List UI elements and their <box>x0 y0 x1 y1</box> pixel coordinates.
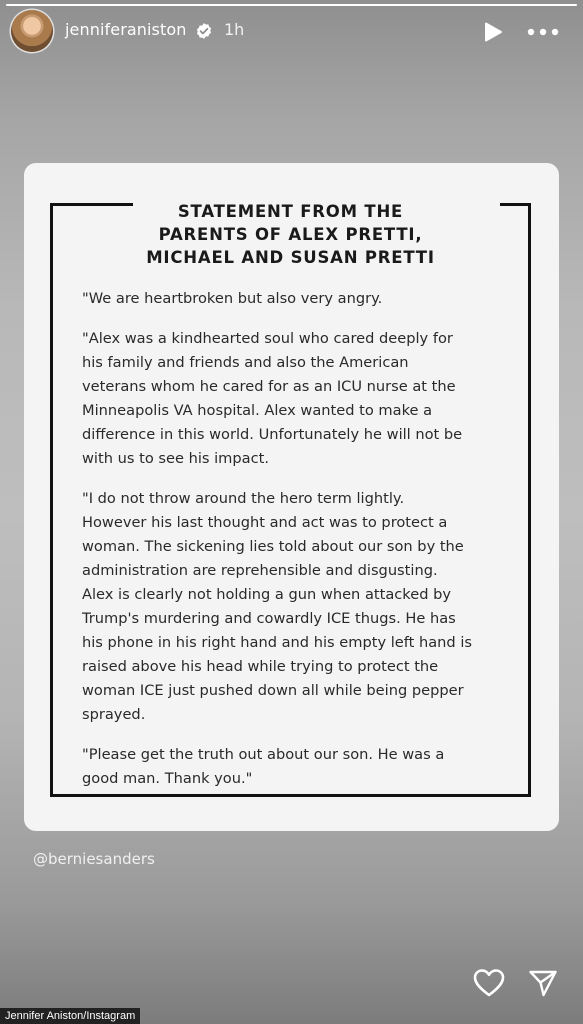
text-line: "Alex was a kindhearted soul who cared deeply for <box>82 330 453 347</box>
text-line: administration are reprehensible and disgusting. <box>82 562 438 579</box>
avatar[interactable] <box>11 10 53 52</box>
text-line: Trump's murdering and cowardly ICE thugs. He has <box>82 610 456 627</box>
heart-icon[interactable] <box>472 966 506 1000</box>
mention-link[interactable]: @berniesanders <box>33 850 155 868</box>
text-line: "We are heartbroken but also very angry. <box>82 290 383 307</box>
text-line: woman. The sickening lies told about our son by the <box>82 538 464 555</box>
text-line: sprayed. <box>82 706 146 723</box>
text-line: his family and friends and also the American <box>82 354 409 371</box>
text-line: with us to see his impact. <box>82 450 269 467</box>
text-line: Minneapolis VA hospital. Alex wanted to make a <box>82 402 433 419</box>
story-header <box>0 10 583 54</box>
text-line: "I do not throw around the hero term lightly. <box>82 490 405 507</box>
text-line: Alex is clearly not holding a gun when attacked by <box>82 586 452 603</box>
story-progress-bar <box>6 4 577 6</box>
text-line: his phone in his right hand and his empty left hand is <box>82 634 472 651</box>
statement-body <box>82 287 512 807</box>
text-line: "Please get the truth out about our son. He was a <box>82 746 445 763</box>
heading-line: MICHAEL AND SUSAN PRETTI <box>146 248 435 267</box>
statement-paragraph <box>82 287 512 311</box>
send-icon[interactable] <box>528 968 558 998</box>
statement-paragraph <box>82 487 512 727</box>
statement-paragraph <box>82 743 512 791</box>
more-icon[interactable] <box>526 21 560 43</box>
username[interactable]: jenniferaniston <box>65 20 187 39</box>
text-line: woman ICE just pushed down all while being pepper <box>82 682 464 699</box>
text-line: raised above his head while trying to protect the <box>82 658 439 675</box>
post-time: 1h <box>224 20 245 39</box>
story-progress-fill <box>6 4 577 6</box>
text-line: veterans whom he cared for as an ICU nurse at the <box>82 378 456 395</box>
text-line: However his last thought and act was to protect a <box>82 514 448 531</box>
verified-badge-icon <box>195 22 213 40</box>
text-line: difference in this world. Unfortunately he will not be <box>82 426 463 443</box>
heading-line: PARENTS OF ALEX PRETTI, <box>158 225 423 244</box>
statement-paragraph <box>82 327 512 471</box>
photo-credit: Jennifer Aniston/Instagram <box>0 1008 140 1024</box>
heading-line: STATEMENT FROM THE <box>177 202 404 221</box>
play-icon[interactable] <box>482 21 504 43</box>
text-line: good man. Thank you." <box>82 770 253 787</box>
statement-heading <box>133 200 448 269</box>
